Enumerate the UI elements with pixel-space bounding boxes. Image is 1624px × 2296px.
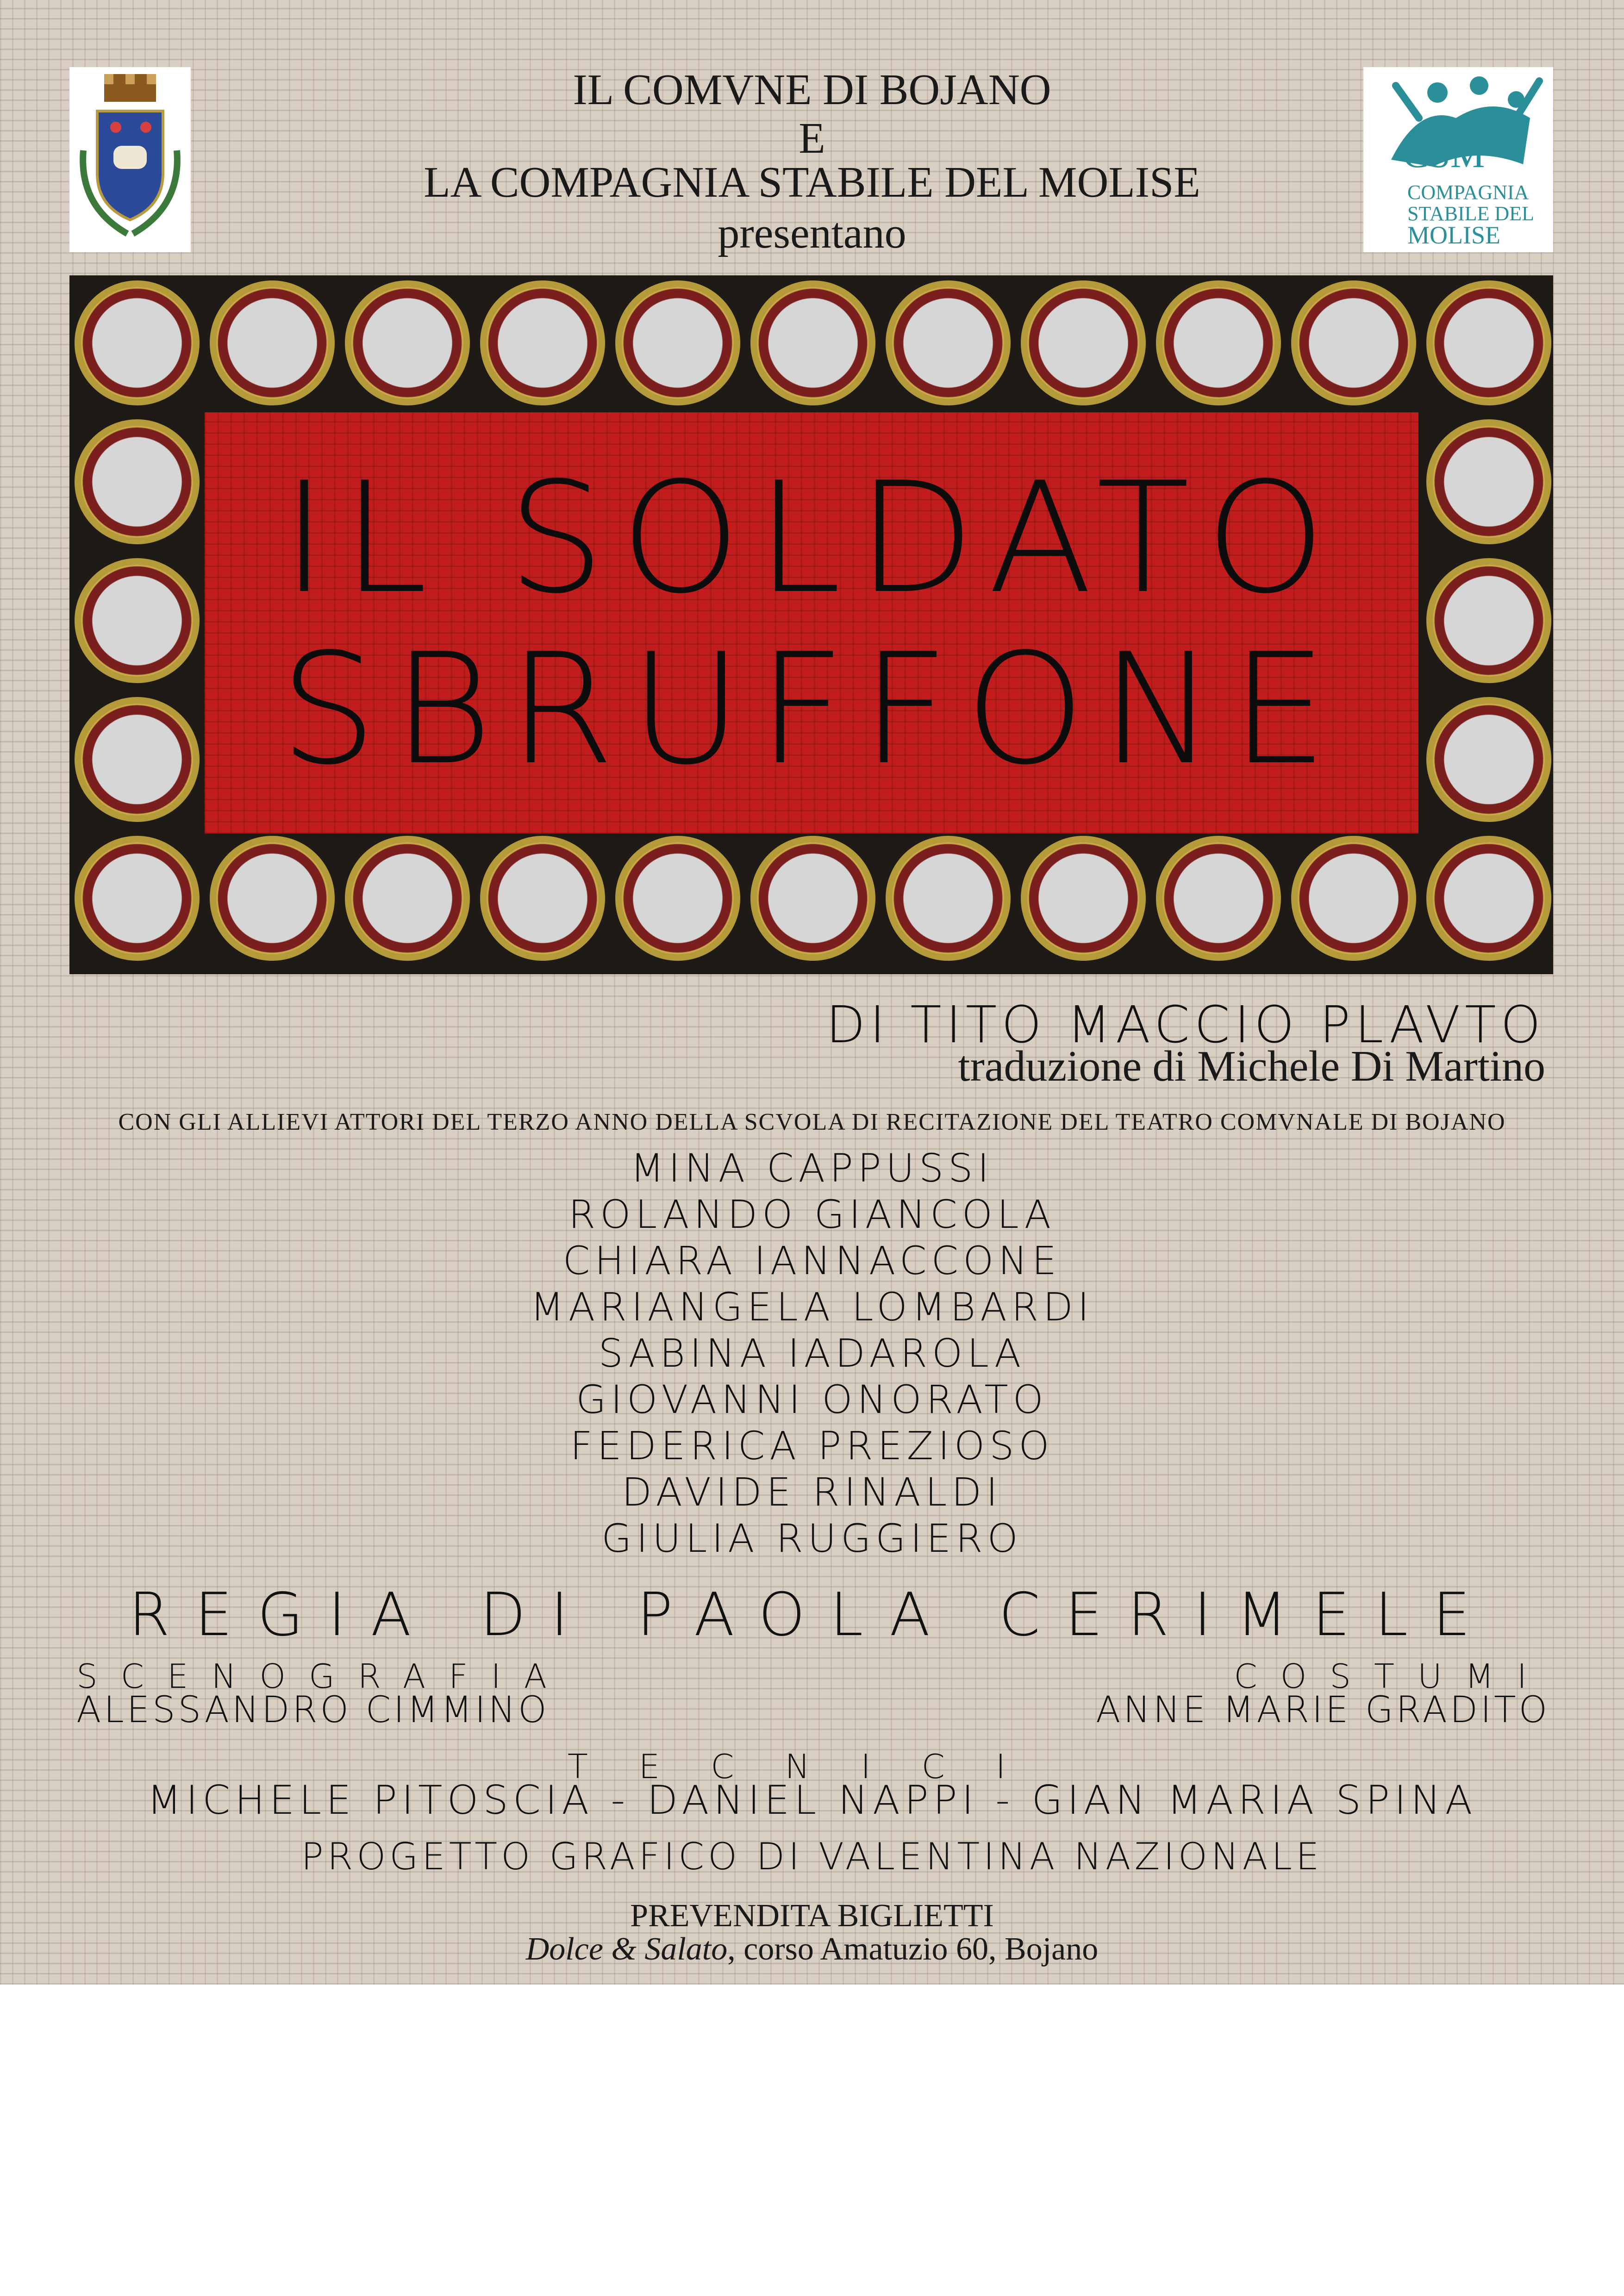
title-line-1: IL SOLDATO — [281, 449, 1342, 627]
costumes-name: ANNE MARIE GRADITO — [1095, 1689, 1550, 1731]
mosaic-ring-tile — [75, 419, 200, 544]
tickets-address: , corso Amatuzio 60, Bojano — [727, 1931, 1099, 1967]
cast-member: MINA CAPPUSSI — [630, 1145, 994, 1191]
mosaic-ring-tile — [1426, 836, 1551, 961]
mosaic-frame — [69, 275, 1553, 974]
mosaic-ring-tile — [750, 280, 875, 405]
csm-caption-line2: STABILE DEL — [1407, 202, 1534, 225]
cast-member: SABINA IADAROLA — [598, 1331, 1026, 1376]
cast-member: ROLANDO GIANCOLA — [568, 1192, 1056, 1237]
cast-member: DAVIDE RINALDI — [622, 1469, 1002, 1515]
tickets-venue — [0, 1931, 1624, 1968]
direction-credit: REGIA DI PAOLA CERIMELE — [129, 1580, 1495, 1649]
mosaic-ring-tile — [615, 280, 740, 405]
mosaic-ring-tile — [1021, 280, 1146, 405]
mosaic-ring-tile — [480, 280, 605, 405]
technicians-label: TECNICI — [567, 1747, 1057, 1786]
presenter-conjunction: E — [799, 114, 825, 162]
mosaic-ring-tile — [75, 697, 200, 822]
mosaic-ring-tile — [1426, 558, 1551, 683]
cast-member: GIULIA RUGGIERO — [601, 1516, 1023, 1561]
mosaic-ring-tile — [75, 558, 200, 683]
mosaic-ring-tile — [480, 836, 605, 961]
graphics-credit: PROGETTO GRAFICO DI VALENTINA NAZIONALE — [301, 1835, 1323, 1878]
cast-member: CHIARA IANNACCONE — [562, 1238, 1062, 1283]
csm-abbr: CSM — [1403, 133, 1485, 176]
title-line-2: SBRUFFONE — [280, 621, 1343, 798]
title-panel — [205, 412, 1418, 834]
mosaic-ring-tile — [1156, 836, 1281, 961]
presenter-comune: IL COMVNE DI BOJANO — [573, 66, 1051, 114]
mosaic-ring-tile — [75, 836, 200, 961]
presenter-compagnia: LA COMPAGNIA STABILE DEL MOLISE — [424, 158, 1200, 206]
mosaic-ring-tile — [210, 836, 335, 961]
translator: traduzione di Michele Di Martino — [958, 1042, 1545, 1090]
mosaic-ring-tile — [886, 836, 1011, 961]
costumes-label: COSTUMI — [1234, 1657, 1550, 1696]
mosaic-ring-tile — [1021, 836, 1146, 961]
scenography-label: SCENOGRAFIA — [76, 1657, 570, 1696]
mosaic-ring-tile — [345, 280, 470, 405]
csm-caption-line1: COMPAGNIA — [1407, 181, 1529, 204]
mosaic-ring-tile — [1156, 280, 1281, 405]
cast-member: MARIANGELA LOMBARDI — [530, 1284, 1094, 1330]
tickets-shop: Dolce & Salato — [525, 1931, 728, 1967]
cast-member: GIOVANNI ONORATO — [576, 1377, 1048, 1422]
mosaic-ring-tile — [210, 280, 335, 405]
students-line: CON GLI ALLIEVI ATTORI DEL TERZO ANNO DELLA SCVOLA DI RECITAZIONE DEL TEATRO COMVNALE DI BOJANO — [118, 1109, 1506, 1135]
presenter-verb: presentano — [718, 209, 906, 257]
cast-member: FEDERICA PREZIOSO — [570, 1423, 1054, 1468]
mosaic-ring-tile — [750, 836, 875, 961]
mosaic-ring-tile — [1426, 697, 1551, 822]
mosaic-ring-tile — [1291, 836, 1416, 961]
technicians-names: MICHELE PITOSCIA - DANIEL NAPPI - GIAN MARIA SPINA — [147, 1777, 1477, 1823]
tickets-label: PREVENDITA BIGLIETTI — [630, 1898, 994, 1934]
scenography-name: ALESSANDRO CIMMINO — [76, 1689, 550, 1731]
mosaic-ring-tile — [1291, 280, 1416, 405]
csm-caption-line3: MOLISE — [1407, 221, 1500, 249]
mosaic-ring-tile — [886, 280, 1011, 405]
author: DI TITO MACCIO PLAVTO — [826, 995, 1545, 1054]
mosaic-ring-tile — [1426, 419, 1551, 544]
mosaic-ring-tile — [1426, 280, 1551, 405]
mosaic-ring-tile — [75, 280, 200, 405]
mosaic-ring-tile — [345, 836, 470, 961]
mosaic-ring-tile — [615, 836, 740, 961]
